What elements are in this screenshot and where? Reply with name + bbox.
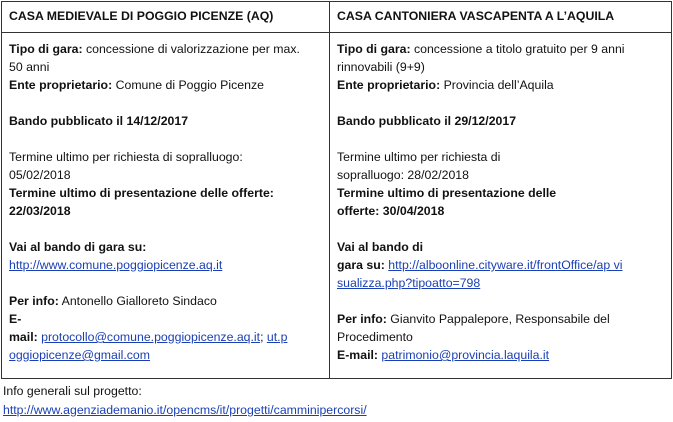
sopralluogo-date: 05/02/2018 [9,168,71,182]
tipo-value-cont: 50 anni [9,60,50,74]
footer-label: Info generali sul progetto: [3,384,142,398]
info-table [1,1,672,379]
vai-al-bando-label: Vai al bando di [337,240,424,254]
tipo-value: concessione di valorizzazione per max. [85,42,300,56]
vai-al-bando-label-cont: gara su: [337,258,385,272]
proprietario-value: Comune di Poggio Picenze [115,78,264,92]
sopralluogo-label: Termine ultimo per richiesta di [337,150,501,164]
email-separator: ; [260,330,264,344]
offerte-label: Termine ultimo di presentazione delle offerte: [9,186,274,200]
bando-date: Bando pubblicato il 29/12/2017 [337,114,517,128]
info-value: Gianvito Pappalepore, Responsabile del [390,312,610,326]
info-value: Antonello Gialloreto Sindaco [61,294,217,308]
email-label: E- [9,312,22,326]
tipo-label: Tipo di gara: [9,42,83,56]
proprietario-label: Ente proprietario: [337,78,441,92]
table-header-row [2,2,671,33]
vai-al-bando-label: Vai al bando di gara su: [9,240,147,254]
tipo-label: Tipo di gara: [337,42,411,56]
bando-link[interactable]: http://www.comune.poggiopicenze.aq.it [9,258,223,272]
bando-link[interactable]: http://alboonline.cityware.it/frontOffice/ap vi [388,258,623,272]
email-link-gmail[interactable]: ut.p [266,330,288,344]
sopralluogo-date: sopralluogo: 28/02/2018 [337,168,469,182]
email-link-patrimonio[interactable]: patrimonio@provincia.laquila.it [381,348,550,362]
bando-date: Bando pubblicato il 14/12/2017 [9,114,189,128]
offerte-date: 22/03/2018 [9,204,71,218]
bando-link-cont[interactable]: sualizza.php?tipoatto=798 [337,276,481,290]
column-title-poggio: CASA MEDIEVALE DI POGGIO PICENZE (AQ) [9,9,274,23]
tipo-value-cont: rinnovabili (9+9) [337,60,425,74]
email-link-gmail-cont[interactable]: oggiopicenze@gmail.com [9,348,150,362]
tipo-value: concessione a titolo gratuito per 9 anni [413,42,625,56]
column-title-vascapenta: CASA CANTONIERA VASCAPENTA A L’AQUILA [337,9,615,23]
footer-link[interactable]: http://www.agenziademanio.it/opencms/it/progetti/camminipercorsi/ [3,403,367,417]
email-label-cont: mail: [9,330,38,344]
info-label: Per info: [337,312,387,326]
email-label: E-mail: [337,348,378,362]
offerte-date: offerte: 30/04/2018 [337,204,445,218]
footer [3,382,367,420]
info-value-cont: Procedimento [337,330,413,344]
column-divider [329,2,330,378]
cell-poggio [9,40,321,364]
email-link-protocollo[interactable]: protocollo@comune.poggiopicenze.aq.it [41,330,261,344]
sopralluogo-label: Termine ultimo per richiesta di sopralluogo: [9,150,243,164]
proprietario-label: Ente proprietario: [9,78,113,92]
cell-vascapenta [337,40,663,364]
info-label: Per info: [9,294,59,308]
proprietario-value: Provincia dell’Aquila [443,78,554,92]
offerte-label: Termine ultimo di presentazione delle [337,186,557,200]
